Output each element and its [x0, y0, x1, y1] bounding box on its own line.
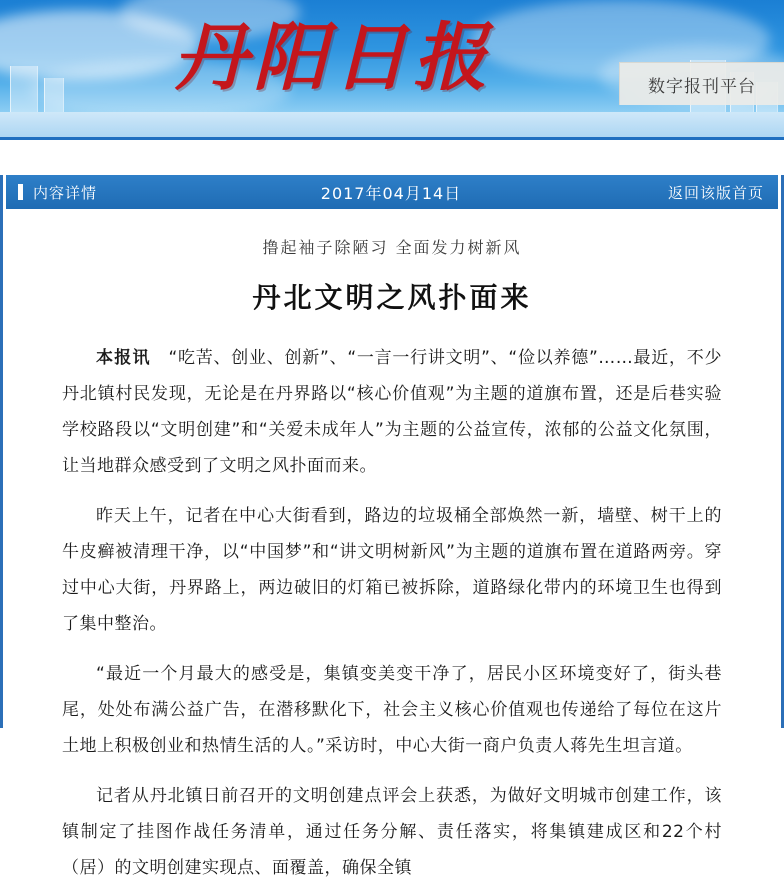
- platform-label: 数字报刊平台: [648, 76, 756, 97]
- masthead-bottom-rule: [0, 137, 784, 140]
- left-rail: [0, 175, 3, 728]
- masthead-lower-band: [0, 112, 784, 140]
- article-headline: 丹北文明之风扑面来: [252, 281, 532, 314]
- paragraph-lead: 本报讯: [96, 348, 151, 368]
- platform-label-band: [619, 62, 784, 105]
- page-container: [0, 175, 784, 886]
- building-silhouette: [10, 66, 38, 112]
- article-paragraph: [62, 340, 722, 484]
- paragraph-text: “吃苦、创业、创新”、“一言一行讲文明”、“俭以养德”……最近，不少丹北镇村民发现，无论是在丹界路以“核心价值观”为主题的道旗布置，还是后巷实验学校路段以“文明创建”和“关爱未成年人”为主题的公益宣传，浓郁的公益文化氛围，让当地群众感受到了文明之风扑面而来。: [62, 348, 723, 476]
- article-paragraph: 记者从丹北镇日前召开的文明创建点评会上获悉，为做好文明城市创建工作，该镇制定了挂图作战任务清单，通过任务分解、责任落实，将集镇建成区和22个村（居）的文明创建实现点、面覆盖，确保全镇: [62, 786, 722, 878]
- article-paragraph: “最近一个月最大的感受是，集镇变美变干净了，居民小区环境变好了，街头巷尾，处处布满公益广告，在潜移默化下，社会主义核心价值观也传递给了每位在这片土地上积极创业和热情生活的人。”采访时，中心大街一商户负责人蒋先生坦言道。: [62, 664, 722, 756]
- issue-date: 2017年04月14日: [320, 183, 462, 203]
- content-detail-label: 内容详情: [33, 183, 98, 202]
- article: [62, 209, 722, 886]
- bar-marker-icon: [18, 184, 23, 200]
- building-silhouette: [44, 78, 64, 112]
- newspaper-logo-title: 丹阳日报: [173, 15, 493, 101]
- content-detail-bar: [6, 175, 778, 209]
- article-kicker: 撸起袖子除陋习 全面发力树新风: [262, 238, 522, 257]
- article-body: [62, 340, 722, 886]
- article-paragraph: 昨天上午，记者在中心大街看到，路边的垃圾桶全部焕然一新，墙壁、树干上的牛皮癣被清理干净，以“中国梦”和“讲文明树新风”为主题的道旗布置在道路两旁。穿过中心大街，丹界路上，两边破旧的灯箱已被拆除，道路绿化带内的环境卫生也得到了集中整治。: [62, 506, 722, 634]
- content-detail-left: [6, 182, 198, 203]
- masthead-banner: [0, 0, 784, 140]
- return-to-section-home-link[interactable]: 返回该版首页: [667, 183, 764, 202]
